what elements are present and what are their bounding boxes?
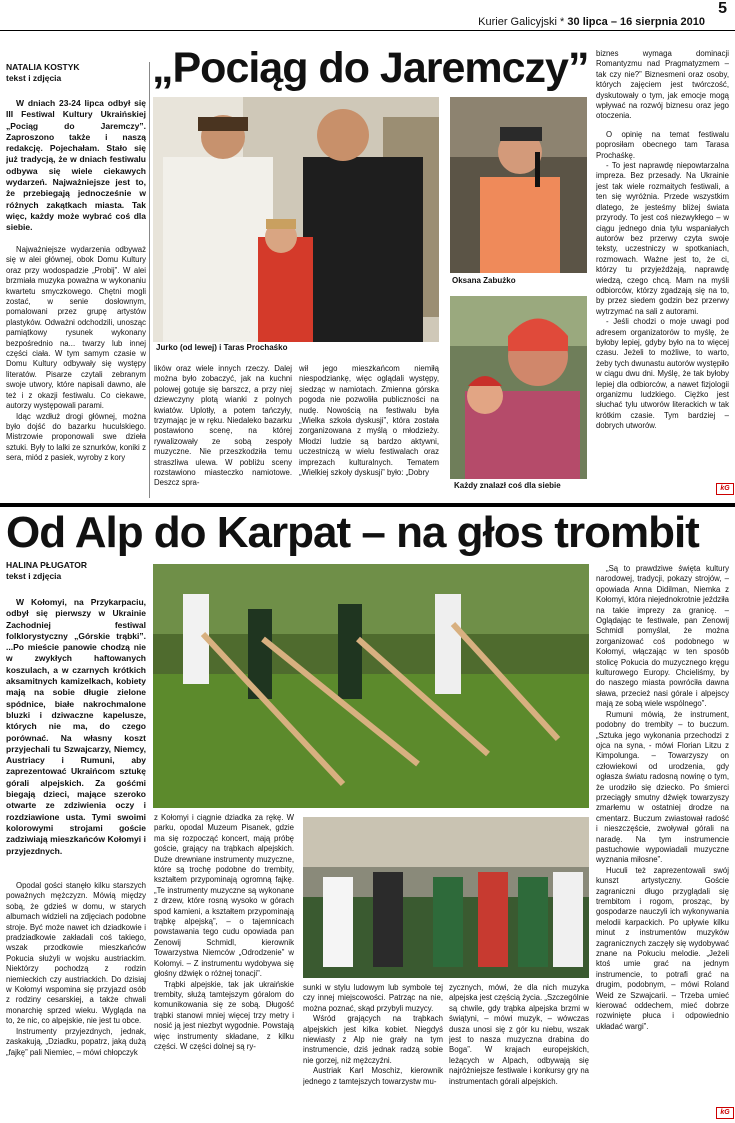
photo-face-paint — [450, 296, 587, 479]
header-rule — [0, 30, 735, 31]
article2-col5c-text: Huculi też zaprezentowali swój kunszt artystyczny. Goście zagraniczni długo przyglądali się trembitom i rogom, prosząc, by gospodarze nauczyli ich wykonywania melodii karpackich. Po upływie kilku minut z instrumentów muzyków zagranicznych zaczęły się wydobywać znane na Pokuciu melodie. „Jeżeli ktoś umie grać na jednym instrumencie, to potrafi grać na drugim, podobnym, – mówi Roland Weid ze Szwajcarii. – Trzeba umieć kierować oddechem, mieć dobrze rozwinięte płuca i odpowiednio układać wargi”. — [596, 865, 729, 1031]
article1-col3 — [299, 364, 439, 498]
article2-col5b-text: Rumuni mówią, że instrument, podobny do trembity – to buczum. „Sztuka jego wykonania przechodzi z ojca na syna, - mówi Florian Litzu z Kimpolunga. – Towarzyszy on człowiekowi od urodzenia, gdy ogłasza światu radosną nowinę o tym, że urodziło się dziecko. Po śmierci przeciągły smutny dźwięk towarzyszy zmarłemu w ostatniej drodze na cmentarz. Buczum zwiastował radość i nieszczęście, zwoływał górali na naradę. Na tym instrumencie pastuchowie wypowiadali muzyczne wyznania miłosne”. — [596, 709, 729, 865]
caption-oksana: Oksana Zabużko — [452, 276, 516, 285]
article2-col1 — [6, 881, 146, 1119]
issue-header — [478, 16, 705, 28]
article1-col1b-text: Idąc wzdłuż drogi głównej, można było dojść do bazarku huculskiego. Mistrzowie proponowali swe dzieła sztuki. Były to lalki ze sznurków, koniki z sera, miód z pasiek, wyroby z kory — [6, 411, 146, 463]
article1-author: NATALIA KOSTYK — [6, 62, 80, 72]
article2-col1-text: Opodal gości stanęło kilku starszych poważnych mężczyzn. Mówią między sobą, że gdzieś w domu, w starych albumach widzieli na zdjęciach podobne stroje. Być może nawet ich dziadkowie i pradziadkowie zakładali coś takiego, wszak przodkowie mieszkańców Pokucia służyli w wojsku austriackim. Niektórzy pochodzą z rodzin niemieckich czy austriackich. Do dzisiaj w Kołomyi wspomina się przyjazd osób z rodziny cesarskiej, a także chwali monarchię sprzed wieku. Wygląda na to, że nic, co alpejskie, nie jest tu obce. — [6, 881, 146, 1026]
article1-col1-text: Najważniejsze wydarzenia odbyważ się w alei głównej, obok Domu Kultury oraz przy wodospadzie „Probij”. W alei brzmiała muzyka poważna w wykonaniu kwartetu smyczkowego. Chętni mogli zostać, w senie dosłownym, pomalowani przez grupę artystów plastyków. Odważni odchodzili, unosząc pamiątkowy rysunek wykonany bezpośrednio na... twarzy lub innej części ciała. W tym samym czasie w Domu Kultury odbywały się występy literatów. Pisarze czytali zebranym swoje utwory, które napisali dawno, ale też i z okazji festiwalu. Co ciekawe, autorzy występowali parami. — [6, 245, 146, 411]
article1-col4b-text: O opinię na temat festiwalu poprosiłam obecnego tam Tarasa Prochaśkę. — [596, 129, 729, 160]
article2-col3b-text: Wśród grających na trąbkach alpejskich jest kilka kobiet. Niegdyś niewiasty z Alp nie grały na tym instrumencie, dziś jednak radzą sobie nie gorzej, niż mężczyźni. — [303, 1014, 443, 1065]
article1-col4 — [596, 49, 729, 494]
publication-name: Kurier Galicyjski — [478, 16, 557, 28]
article1-col4d-text: - Jeśli chodzi o moje uwagi pod adresem organizatorów to myślę, że byłoby lepiej, gdyby było na to więcej czasu. Jeżeli to możliwe, to warto, żeby tych dwunastu autorów występiło w ciągu dwu dni. Myślę, że tak byłoby lepiej dla odbiorców, a nawet fizjologii organizmu ludzkiego. Ciężko jest słuchać tylu utworów literackich w tak krótkim czasie. Tym bardziej – dobrych utworów. — [596, 317, 729, 431]
article1-byline — [6, 62, 146, 84]
article1-credit: tekst i zdjęcia — [6, 73, 62, 83]
article2-credit: tekst i zdjęcia — [6, 571, 62, 581]
issue-date: 30 lipca – 16 sierpnia 2010 — [567, 16, 705, 28]
article2-col3 — [303, 983, 443, 1119]
article2-col4 — [449, 983, 589, 1119]
column-divider — [149, 62, 150, 498]
photo-alphorns — [153, 564, 589, 808]
photo-jurko-taras — [153, 97, 439, 342]
caption-jurko-taras: Jurko (od lewej) i Taras Prochaśko — [156, 343, 288, 352]
article1-col3-text: wił jego mieszkańcom niemiłą niespodziankę, więc oglądali występy, siedząc w namiotach. Zmienna górska pogoda nie pozwoliła publiczności na nudę. Nowością na festiwalu była „Wielka szkoła dyskusji”, która została zorganizowana z myślą o młodzieży. Młodzi ludzie są bardzo aktywni, uczestniczą w wielu festiwalach oraz imprezach kulturalnych. Tematem „Wielkiej szkoły dyskusji” było: „Dobry — [299, 364, 439, 478]
article1-col2-text: lików oraz wiele innych rzeczy. Dalej można było zobaczyć, jak na kuchni polowej gotuje się barszcz, a przy niej dziewczyny plotą wianki z polnych kwiatów. Uplotły, a potem tańczyły, trzymając je w ręku. Niedaleko bazarku postawiono scenę, na której rywalizowały ze sobą zespoły muzyczne. Nie przeszkodziła temu straszliwa ulewa. W pobliżu sceny rozstawiono miasteczko namiotowe. Deszcz spra- — [154, 364, 292, 488]
article2-col2 — [154, 813, 294, 1119]
article2-col5-text: „Są to prawdziwe święta kultury narodowej, tradycji, pokazy strojów, – opowiada Anna Didilman, Niemka z Kołomyi, która niejednokrotnie jeździła na takie imprezy za granicę. – Oglądając te festiwale, pan Zenowij Schmidl pomyślał, że można zorganizować coś podobnego w Kołomyi, włączając w ten sposób stolicę Pokucia do muzycznego kręgu kulturowego Europy. Chcieliśmy, by do naszego miasta powróciła dawna sława, przecież nasi górale i alpejscy mają ze sobą wiele wspólnego”. — [596, 564, 729, 709]
caption-everyone: Każdy znalazł coś dla siebie — [454, 481, 561, 490]
article2-col1b-text: Instrumenty przyjezdnych, jednak, zaskakują, „Dziadku, popatrz, jaką dużą „fajkę” pali Niemiec, – mówi chłopczyk — [6, 1026, 146, 1057]
article2-col5 — [596, 564, 729, 1104]
article1-title: „Pociąg do Jaremczy” — [152, 44, 589, 92]
article2-lead-text: W Kołomyi, na Przykarpaciu, odbył się pierwszy w Ukrainie Zachodniej festiwal folklorystyczny „Górskie trąbki”. ...Po mieście panowie chodzą nie w zwykłych haftowanych koszulach, a w czarnych krótkich aksamitnych kamizelkach, kobiety mają na sobie długie zielone spódnice, białe nakrochmalone bluzki i dziwaczne kapelusze, których nie ma, do czego porównać. Na własny koszt przyjechali tu Szwajcarzy, Niemcy, Austriacy i Rumuni, aby zaprezentować Ukraińcom sztukę górali alpejskich. Za gośćmi biegają dzieci, mające szeroko otwarte ze zdziwienia oczy i rozdziawione usta. Tymi swoimi kolorowymi strojami goście zadziwiają mieszkańców Kołomyi i przyjezdnych. — [6, 597, 146, 856]
article1-lead-text: W dniach 23-24 lipca odbył się III Festiwal Kultury Ukraińskiej „Pociąg do Jaremczy”. Zaproszono także i naszą redakcję. Pojechałam. Stało się już tradycją, że w dniach festiwalu odbywa się wiele ciekawych wydarzeń. Najważniejsze jest to, że przebiegają jednocześnie w różnych zakątkach miasta. Tak więc, każdy może wybrać coś dla siebie. — [6, 98, 146, 233]
article1-col4-text: biznes wymaga dominacji Romantyzmu nad Pragmatyzmem – tak czy nie?” Biznesmeni oraz osoby, których zajęciem jest twórczość, dyskutowały o tym, jak emocje mogą wpływać na rozwój biznesu oraz jego otoczenia. — [596, 49, 729, 121]
article2-col3c-text: Austriak Karl Moschiz, kierownik jednego z tamtejszych towarzystw mu- — [303, 1066, 443, 1086]
article2-col2b-text: Trąbki alpejskie, tak jak ukraińskie trembity, służą tamtejszym góralom do komunikowania się ze sobą. Długość trąbki stanowi mniej więcej trzy metry i nosić ją jest niezbyt wygodnie. Powstają więc instrumenty składane, z kilku części. W części dolnej są ry- — [154, 979, 294, 1051]
article1-col1 — [6, 245, 146, 495]
article1-col2 — [154, 364, 292, 498]
article2-col3-text: sunki w stylu ludowym lub symbole tej czy innej miejscowości. Patrząc na nie, można poznać, skąd przybyli muzycy. — [303, 983, 443, 1013]
header-separator: * — [557, 16, 568, 28]
kg-badge: kG — [716, 483, 734, 495]
kg-badge-2: kG — [716, 1107, 734, 1119]
article2-title: Od Alp do Karpat – na głos trombit — [6, 508, 699, 557]
photo-oksana — [450, 97, 587, 273]
article2-col2-text: z Kołomyi i ciągnie dziadka za rękę. W parku, opodal Muzeum Pisanek, gdzie ma się rozpocząć koncert, mają próbę goście, grający na trąbkach alpejskich. Duże drewniane instrumenty muzyczne, które są trochę podobne do trembity, kształtem przypominają ogromną fajkę. „Te instrumenty muzyczne są wykonane z drzew, które rosną wysoko w górach spod kamieni, a kształtem przypominają trąbkę alpejską”, – o tajemnicach powstawania tego cudu opowiada pan Zenowij Schmidl, kierownik Towarzystwa Niemców „Odrodzenie” w Kołomyi. – Z instrumentu wydobywa się głośny dźwięk o różnej tonacji”. — [154, 813, 294, 979]
article2-col4-text: zycznych, mówi, że dla nich muzyka alpejska jest częścią życia. „Szczególnie są chwile, gdy trąbka alpejska brzmi w świątyni, – mówi muzyk, – wówczas dusza unosi się z gór ku niebu, wszak jest to nasza muzyczna drabina do Boga”. W krajach europejskich, leżących w Alpach, odbywają się najróżniejsze festiwale i konkursy gry na instrumentach górali alpejskich. — [449, 983, 589, 1086]
page-number: 5 — [718, 0, 727, 17]
article2-lead — [6, 597, 146, 875]
article2-byline — [6, 560, 146, 582]
article-separator — [0, 503, 735, 507]
article1-col4c-text: - To jest naprawdę niepowtarzalna impreza. Bez przesady. Na Ukrainie jest tak wiele rozmaitych festiwali, a ten się wyróżnia. Przede wszystkim dlatego, że jesteśmy bliżej świata przyrody. To jest coś niezwykłego – w ciągu jednego dnia tylu wspaniałych autorów bez przerwy czyta swoje teksty, uczestniczy w spotkaniach, rozmowach. Ważne jest to, że ci, którzy tu przyjeżdżają, naprawdę wiedzą, czego chcą. Mam na myśli odbiorców, którzy zgadzają się na to, by przez siedem godzin bez przerwy wytrzymać na sali z autorami. — [596, 161, 729, 316]
article1-lead — [6, 98, 146, 245]
photo-group — [303, 817, 589, 978]
article2-author: HALINA PŁUGATOR — [6, 560, 88, 570]
